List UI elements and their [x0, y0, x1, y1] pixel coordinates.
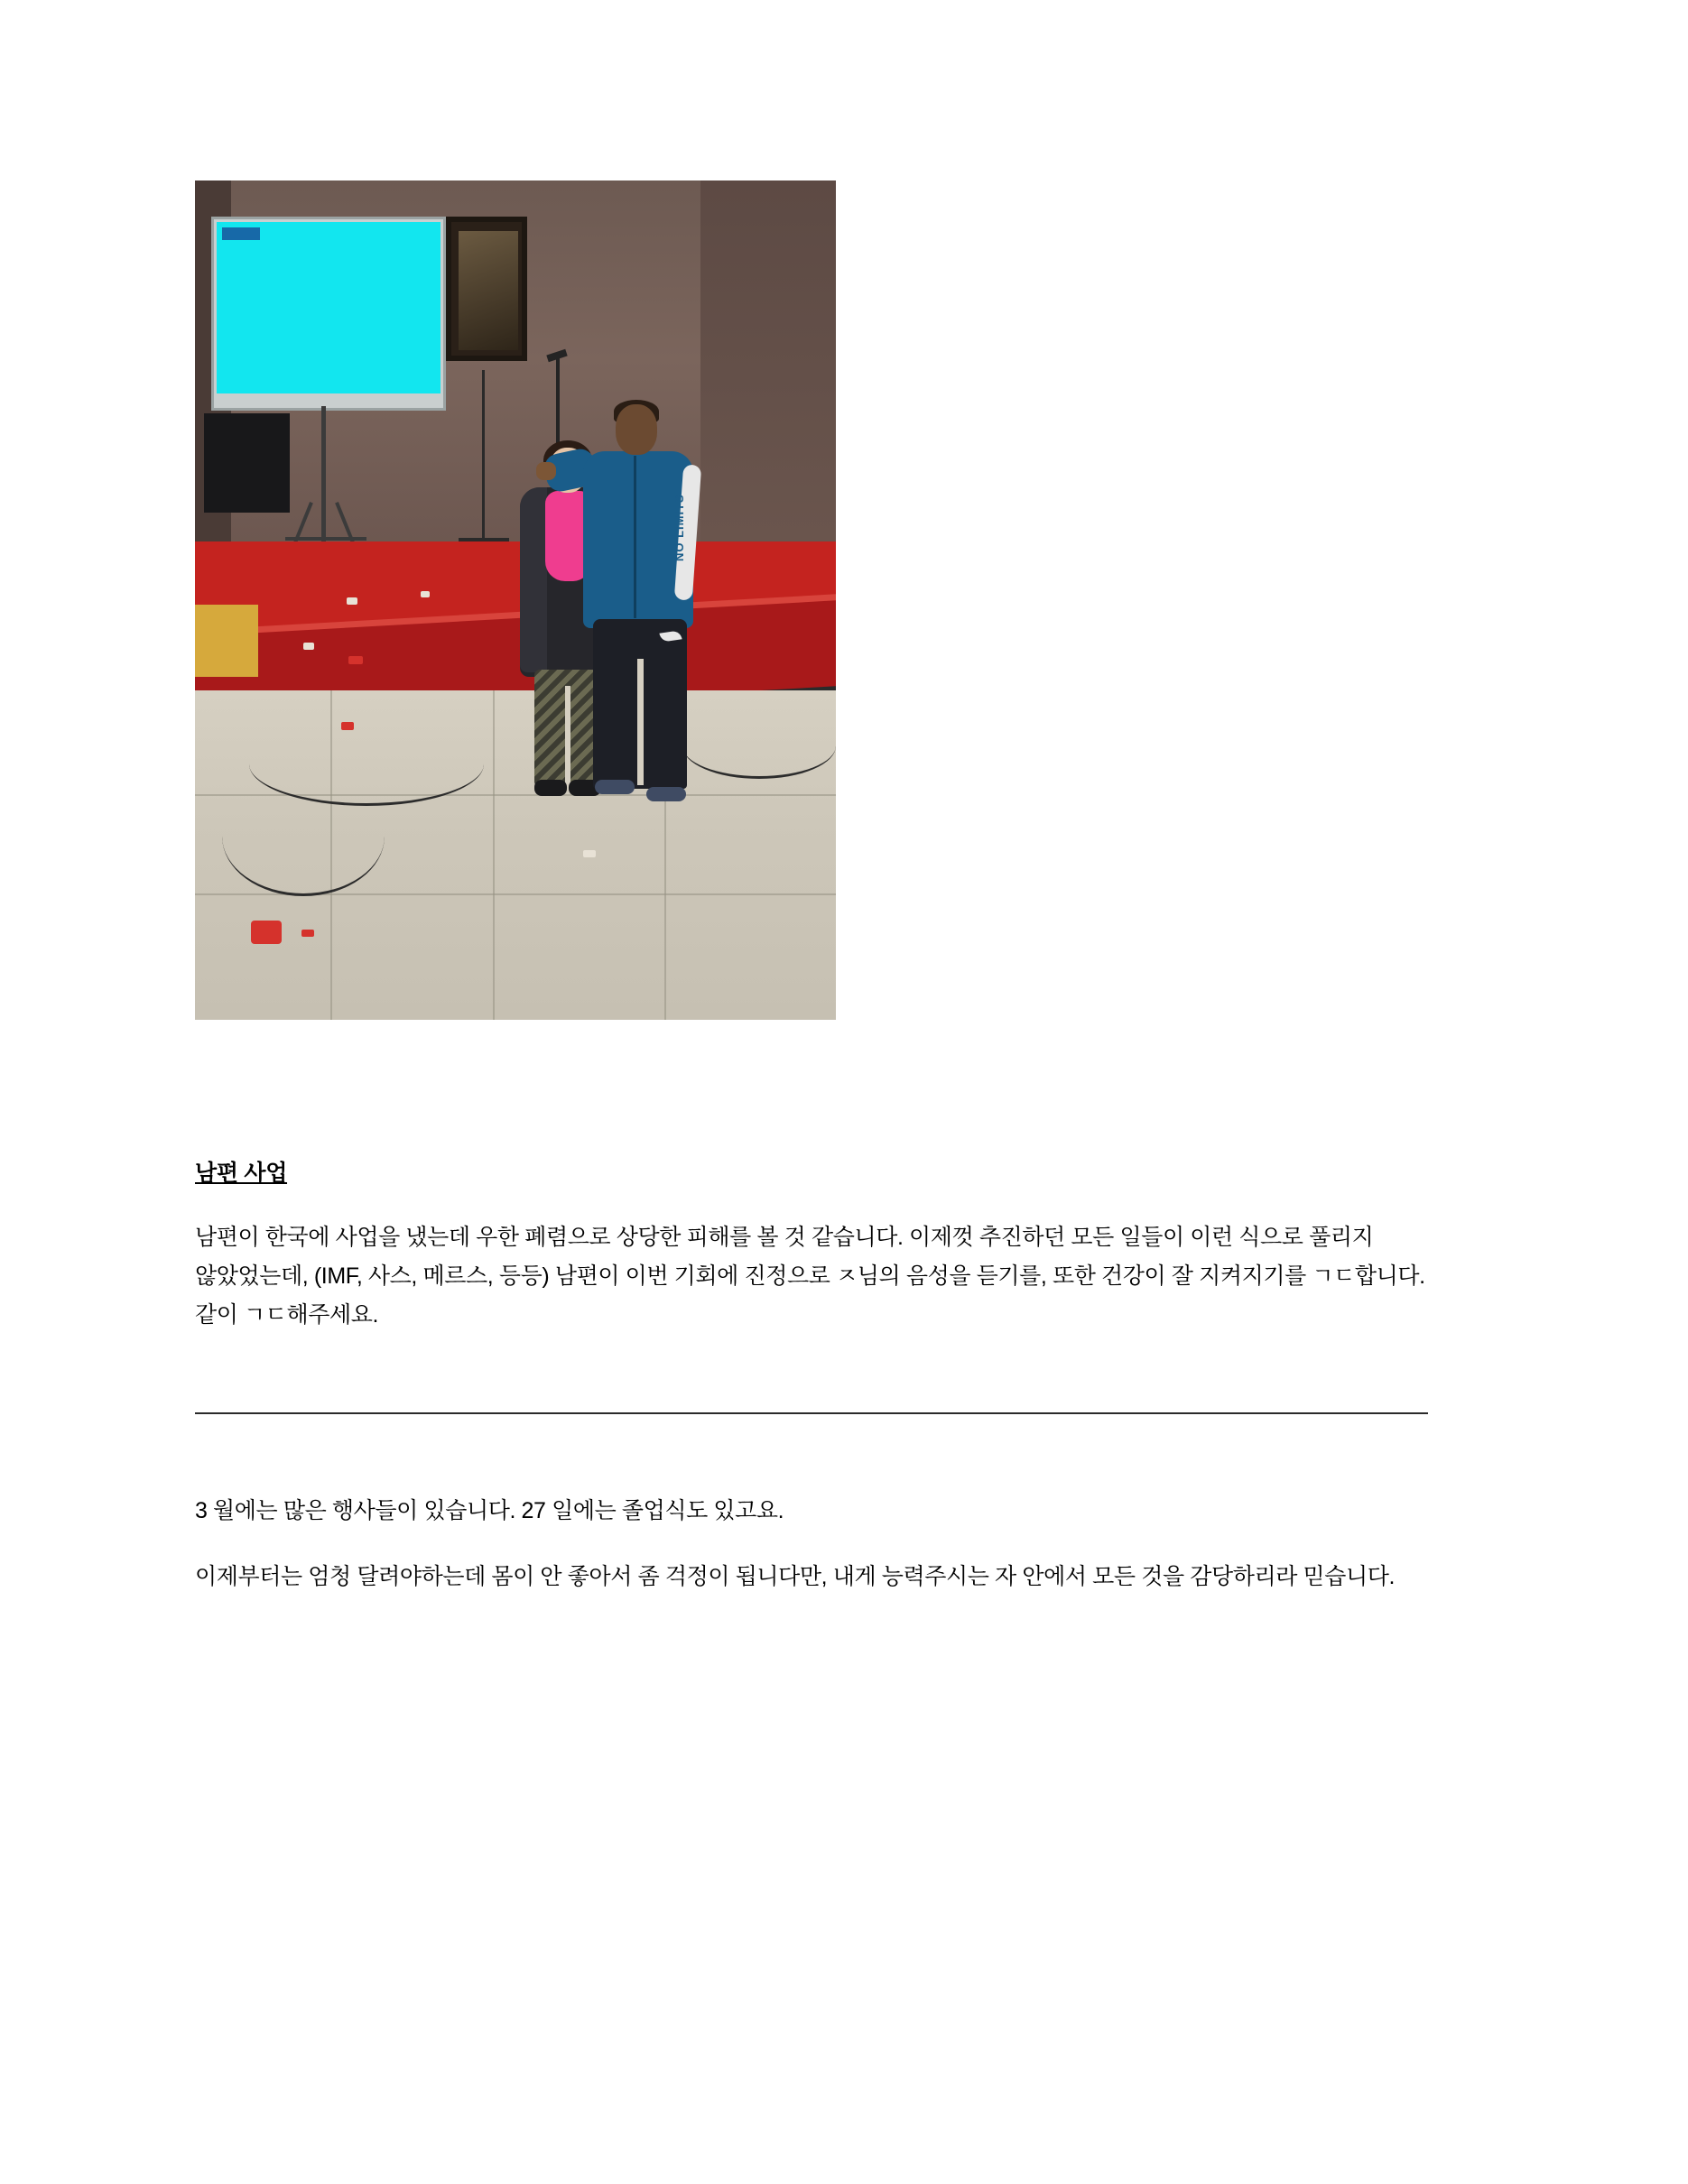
man-leg-gap: [637, 659, 644, 785]
wall-right-panel: [700, 180, 836, 569]
photo-canvas: [195, 180, 836, 1020]
screen-badge-icon: [222, 227, 260, 240]
photo-text-spacer: [195, 1020, 1459, 1155]
confetti: [303, 643, 314, 650]
woman-shoe-left: [534, 780, 567, 796]
confetti: [421, 591, 430, 597]
confetti: [583, 850, 596, 857]
man-sandal-right: [646, 787, 686, 801]
man-face: [616, 404, 657, 455]
wall-painting: [446, 217, 527, 361]
woman-leg-gap: [565, 686, 570, 787]
closing-block: [195, 1492, 1459, 1596]
man-jacket-zipper: [634, 456, 636, 618]
document-content: [195, 180, 1459, 1624]
closing-paragraph-1: 3 월에는 많은 행사들이 있습니다. 27 일에는 졸업식도 있고요.: [195, 1498, 784, 1523]
floor-tile-line: [493, 690, 495, 1020]
body-paragraph: 남편이 한국에 사업을 냈는데 우한 폐렴으로 상당한 피해를 볼 것 같습니다. 이제껏 추진하던 모든 일들이 이런 식으로 풀리지 않았었는데, (IMF, 사스, 메르스, 등등) 남편이 이번 기회에 진정으로 ㅈ님의 음성을 듣기를, 또한 건강이 잘 지켜지기를 ㄱㄷ합니다. 같이 ㄱㄷ해주세요.: [195, 1225, 1425, 1328]
stage-speaker-box: [204, 413, 290, 513]
screen-stand-pole: [321, 406, 326, 541]
confetti: [341, 722, 354, 730]
man-jacket-text: NO LIMITS: [672, 494, 686, 562]
man-hand: [536, 462, 556, 480]
section-heading: 남편 사업: [195, 1161, 288, 1186]
confetti: [348, 656, 363, 664]
confetti: [251, 921, 282, 944]
mic-stand-secondary: [482, 370, 485, 541]
floor-cable: [222, 776, 385, 896]
painting-canvas: [459, 231, 518, 350]
screen-stand-base: [285, 537, 366, 541]
confetti: [347, 597, 357, 605]
couple-photo-on-stage: [195, 180, 836, 1020]
section-divider: [195, 1412, 1428, 1414]
woman-coat-highlight: [520, 487, 547, 672]
stage-step: [195, 605, 258, 677]
confetti: [301, 930, 314, 937]
floor-cable: [682, 713, 836, 779]
projector-screen: [217, 222, 441, 393]
closing-paragraph-2: 이제부터는 엄청 달려야하는데 몸이 안 좋아서 좀 걱정이 됩니다만, 내게 능력주시는 자 안에서 모든 것을 감당하리라 믿습니다.: [195, 1564, 1396, 1589]
man-sandal-left: [595, 780, 635, 794]
